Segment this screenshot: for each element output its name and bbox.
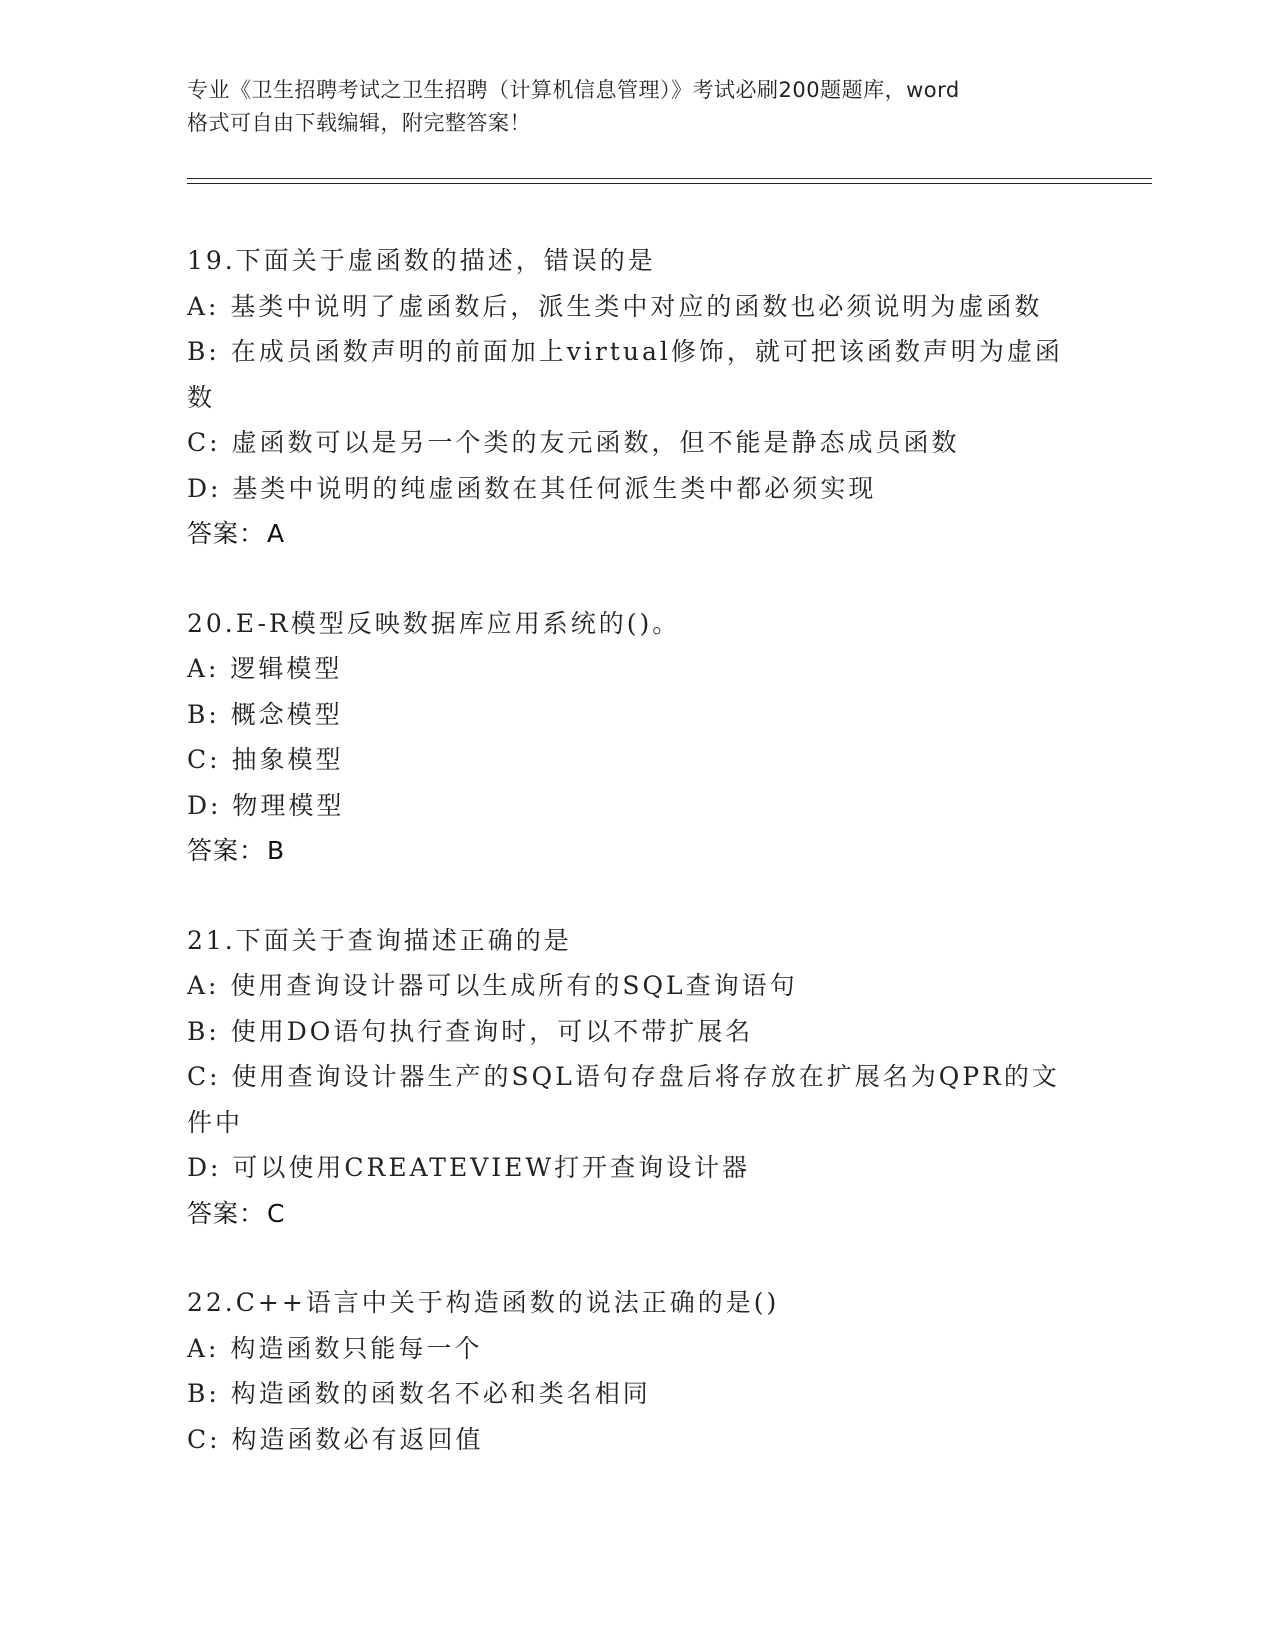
question-19 <box>187 238 1067 557</box>
option-a: A: 构造函数只能每一个 <box>187 1333 483 1363</box>
option-a: A: 逻辑模型 <box>187 654 343 683</box>
option-b: B: 在成员函数声明的前面加上virtual修饰，就可把该函数声明为虚函数 <box>187 337 1063 412</box>
option-a: A: 使用查询设计器可以生成所有的SQL查询语句 <box>187 971 798 1000</box>
option-b: B: 使用DO语句执行查询时，可以不带扩展名 <box>187 1016 754 1046</box>
option-b: B: 构造函数的函数名不必和类名相同 <box>187 1379 651 1408</box>
option-b: B: 概念模型 <box>187 699 343 729</box>
option-c: C: 构造函数必有返回值 <box>187 1424 484 1454</box>
option-c: C: 使用查询设计器生产的SQL语句存盘后将存放在扩展名为QPR的文件中 <box>187 1062 1060 1137</box>
header-line-1: 专业《卫生招聘考试之卫生招聘（计算机信息管理）》考试必刷200题题库，word <box>187 78 960 102</box>
answer-value: A <box>267 519 286 548</box>
answer-row <box>187 828 1067 874</box>
answer-value: B <box>267 836 286 865</box>
question-stem: 20.E-R模型反映数据库应用系统的()。 <box>187 608 681 638</box>
header-divider-bottom <box>187 183 1152 184</box>
option-d: D: 基类中说明的纯虚函数在其任何派生类中都必须实现 <box>187 473 877 503</box>
header-line-2: 格式可自由下载编辑，附完整答案！ <box>187 111 531 135</box>
question-21 <box>187 918 1067 1237</box>
question-stem: 21.下面关于查询描述正确的是 <box>187 925 572 955</box>
question-stem: 19.下面关于虚函数的描述，错误的是 <box>187 246 656 275</box>
question-20 <box>187 601 1067 874</box>
question-list <box>187 238 1067 1506</box>
option-c: C: 虚函数可以是另一个类的友元函数，但不能是静态成员函数 <box>187 428 960 457</box>
answer-value: C <box>267 1198 286 1228</box>
option-d: D: 可以使用CREATEVIEW打开查询设计器 <box>187 1153 751 1182</box>
answer-label: 答案： <box>187 519 266 548</box>
header-divider-top <box>187 178 1152 179</box>
answer-row <box>187 1191 1067 1237</box>
document-header <box>187 74 1087 140</box>
option-a: A: 基类中说明了虚函数后，派生类中对应的函数也必须说明为虚函数 <box>187 291 1043 321</box>
option-d: D: 物理模型 <box>187 790 345 820</box>
answer-label: 答案： <box>187 1198 266 1228</box>
option-c: C: 抽象模型 <box>187 745 344 774</box>
answer-label: 答案： <box>187 836 266 865</box>
question-stem: 22.C++语言中关于构造函数的说法正确的是() <box>187 1288 780 1317</box>
answer-row <box>187 511 1067 557</box>
question-22 <box>187 1280 1067 1462</box>
